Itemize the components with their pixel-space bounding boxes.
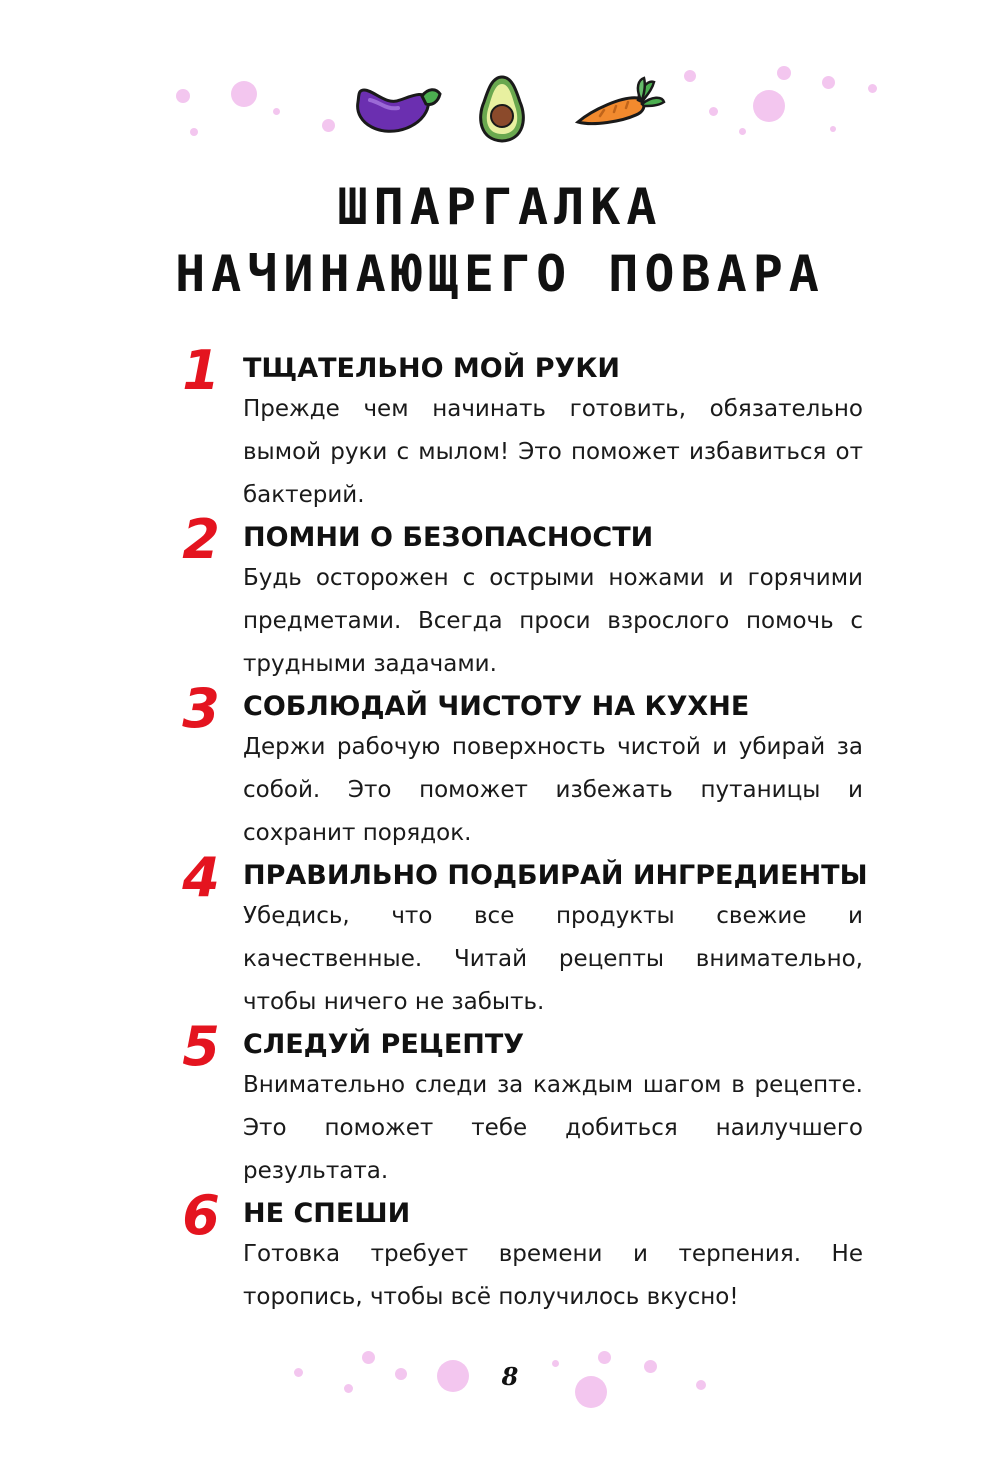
decor-dot bbox=[190, 128, 198, 136]
decor-dot bbox=[294, 1368, 303, 1377]
rule-text: Убедись, что все продукты свежие и качественные. Читай рецепты внимательно, чтобы ничего не забыть. bbox=[243, 903, 863, 1015]
decor-dot bbox=[753, 90, 785, 122]
rule-heading: НЕ СПЕШИ bbox=[243, 1198, 411, 1229]
decor-dot bbox=[598, 1351, 611, 1364]
decor-dot bbox=[822, 76, 835, 89]
decor-dot bbox=[395, 1368, 407, 1380]
rule-text: Внимательно следи за каждым шагом в рецепте. Это поможет тебе добиться наилучшего результата. bbox=[243, 1072, 863, 1184]
decor-dot bbox=[777, 66, 791, 80]
rule-item bbox=[182, 508, 863, 686]
page-title-line-1: ШПАРГАЛКА bbox=[337, 178, 663, 236]
rule-text: Держи рабочую поверхность чистой и убирай за собой. Это поможет избежать путаницы и сохранит порядок. bbox=[243, 734, 863, 846]
rule-number: 4 bbox=[182, 846, 220, 909]
avocado-icon bbox=[474, 74, 530, 144]
rule-item bbox=[182, 677, 863, 855]
rule-text: Готовка требует времени и терпения. Не торопись, чтобы всё получилось вкусно! bbox=[243, 1241, 863, 1310]
rule-heading: ПРАВИЛЬНО ПОДБИРАЙ ИНГРЕДИЕНТЫ bbox=[243, 860, 868, 891]
rule-text: Будь осторожен с острыми ножами и горячими предметами. Всегда проси взрослого помочь с трудными задачами. bbox=[243, 565, 863, 677]
decor-dot bbox=[322, 119, 335, 132]
rule-heading: СЛЕДУЙ РЕЦЕПТУ bbox=[243, 1029, 525, 1060]
page-title-line-2: НАЧИНАЮЩЕГО ПОВАРА bbox=[175, 245, 825, 303]
decor-dot bbox=[231, 81, 257, 107]
decor-dot bbox=[552, 1360, 559, 1367]
page-number: 8 bbox=[501, 1362, 519, 1391]
decor-dot bbox=[696, 1380, 706, 1390]
decor-dot bbox=[344, 1384, 353, 1393]
rule-heading: СОБЛЮДАЙ ЧИСТОТУ НА КУХНЕ bbox=[243, 691, 750, 722]
carrot-icon bbox=[574, 76, 666, 132]
eggplant-icon bbox=[352, 80, 444, 138]
decor-dot bbox=[868, 84, 877, 93]
decor-dot bbox=[739, 128, 746, 135]
rule-item bbox=[182, 846, 868, 1024]
decor-dot bbox=[575, 1376, 607, 1408]
rule-item bbox=[182, 339, 863, 517]
rule-item bbox=[182, 1184, 863, 1319]
decor-dot bbox=[684, 70, 696, 82]
decor-dot bbox=[362, 1351, 375, 1364]
decor-dot bbox=[437, 1360, 469, 1392]
decor-dot bbox=[176, 89, 190, 103]
rule-text: Прежде чем начинать готовить, обязательно вымой руки с мылом! Это поможет избавиться от бактерий. bbox=[243, 396, 863, 508]
decor-dot bbox=[273, 108, 280, 115]
rule-item bbox=[182, 1015, 863, 1193]
rule-heading: ТЩАТЕЛЬНО МОЙ РУКИ bbox=[243, 353, 621, 384]
rule-number: 5 bbox=[182, 1015, 220, 1078]
rule-heading: ПОМНИ О БЕЗОПАСНОСТИ bbox=[243, 522, 654, 553]
rule-number: 6 bbox=[182, 1184, 220, 1247]
rule-number: 2 bbox=[182, 508, 220, 571]
rule-number: 3 bbox=[182, 677, 220, 740]
decor-dot bbox=[709, 107, 718, 116]
decor-dot bbox=[830, 126, 836, 132]
decor-dot bbox=[644, 1360, 657, 1373]
rule-number: 1 bbox=[182, 339, 220, 402]
